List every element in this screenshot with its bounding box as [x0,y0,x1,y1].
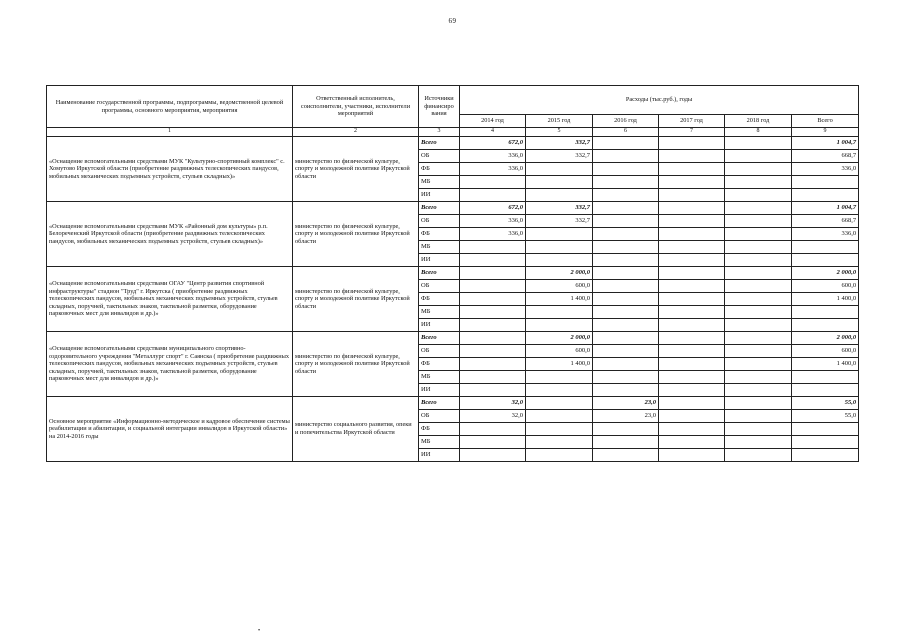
measure-name: «Оснащение вспомогательными средствами муниципального спортивно-оздоровительного учреждения "Металлург спорт" г. Саянска ( приобретение раздвижных телескопических пандусов, мобильных механических подъемных устройств, стульев складных, поручней, тактильных знаков, тактильной разметки, оборудование парковочных мест для инвалидов и др.)» [47,332,293,397]
column-number: 1 [47,128,293,137]
amount-cell [659,358,725,371]
header-name: Наименование государственной программы, подпрограммы, ведомственной целевой программы, основного мероприятия, мероприятия [47,86,293,128]
amount-cell [725,137,792,150]
funding-source: ИИ [419,319,460,332]
amount-cell [526,397,593,410]
amount-cell [460,254,526,267]
amount-cell: 23,0 [593,410,659,423]
amount-cell: 600,0 [526,345,593,358]
measure-name: «Оснащение вспомогательными средствами ОГАУ "Центр развития спортивной инфраструктуры" стадион "Труд" г. Иркутска ( приобретение раздвижных телескопических пандусов, мобильных механических подъемных устройств, стульев складных, поручней, тактильных знаков, тактильной разметки, оборудование парковочных мест для инвалидов и др.)» [47,267,293,332]
amount-cell [792,189,859,202]
amount-cell [725,267,792,280]
amount-cell [659,306,725,319]
amount-cell [593,332,659,345]
amount-cell [659,254,725,267]
amount-cell [460,306,526,319]
amount-cell [593,228,659,241]
amount-cell [460,371,526,384]
amount-cell: 55,0 [792,397,859,410]
amount-cell [659,280,725,293]
amount-cell [792,384,859,397]
table-row [47,332,859,345]
amount-cell: 336,0 [460,228,526,241]
amount-cell [725,358,792,371]
measure-name: «Оснащение вспомогательными средствами МУК "Культурно-спортивный комплекс" с. Хомутово Иркутской области (приобретение раздвижных телескопических пандусов, мобильных механических подъемных устройств, стульев складных)» [47,137,293,202]
amount-cell: 32,0 [460,397,526,410]
amount-cell [659,410,725,423]
measure-executor: министерство по физической культуре, спорту и молодежной политике Иркутской области [293,202,419,267]
amount-cell [526,189,593,202]
amount-cell [659,293,725,306]
amount-cell: 1 400,0 [792,358,859,371]
amount-cell [526,371,593,384]
amount-cell [526,163,593,176]
page-number: 69 [448,17,457,25]
measure-executor: министерство по физической культуре, спорту и молодежной политике Иркутской области [293,267,419,332]
amount-cell [460,449,526,462]
amount-cell [593,293,659,306]
amount-cell [725,306,792,319]
measure-executor: министерство по физической культуре, спорту и молодежной политике Иркутской области [293,332,419,397]
amount-cell [526,228,593,241]
amount-cell [725,228,792,241]
amount-cell [526,423,593,436]
amount-cell [659,319,725,332]
amount-cell [659,449,725,462]
funding-source: МБ [419,306,460,319]
amount-cell [659,189,725,202]
funding-source: ОБ [419,150,460,163]
amount-cell: 32,0 [460,410,526,423]
amount-cell [792,176,859,189]
column-number: 2 [293,128,419,137]
table-row [47,202,859,215]
amount-cell [725,241,792,254]
header-source: Источники финансиро вания [419,86,460,128]
amount-cell [593,449,659,462]
header-executor: Ответственный исполнитель, соисполнители, участники, исполнители мероприятий [293,86,419,128]
amount-cell [460,189,526,202]
header-expenses: Расходы (тыс.руб.), годы [460,86,859,115]
amount-cell [792,436,859,449]
funding-source: Всего [419,267,460,280]
header-year: 2018 год [725,115,792,128]
column-number: 8 [725,128,792,137]
amount-cell [725,410,792,423]
funding-source: ФБ [419,163,460,176]
amount-cell [792,423,859,436]
amount-cell [593,150,659,163]
column-number: 3 [419,128,460,137]
funding-source: ОБ [419,345,460,358]
amount-cell: 2 000,0 [792,267,859,280]
amount-cell [659,176,725,189]
amount-cell [460,332,526,345]
amount-cell [593,345,659,358]
amount-cell: 2 000,0 [526,267,593,280]
amount-cell: 600,0 [792,345,859,358]
funding-source: МБ [419,436,460,449]
amount-cell: 668,7 [792,150,859,163]
amount-cell [792,319,859,332]
table-row [47,397,859,410]
amount-cell [792,241,859,254]
amount-cell [526,410,593,423]
amount-cell: 332,7 [526,215,593,228]
amount-cell [593,176,659,189]
amount-cell [593,267,659,280]
amount-cell [725,449,792,462]
amount-cell [659,215,725,228]
amount-cell [460,358,526,371]
amount-cell [593,319,659,332]
amount-cell [725,150,792,163]
amount-cell [593,280,659,293]
amount-cell [792,306,859,319]
amount-cell [593,436,659,449]
amount-cell [725,384,792,397]
amount-cell: 600,0 [792,280,859,293]
amount-cell [593,215,659,228]
amount-cell [593,254,659,267]
column-number: 6 [593,128,659,137]
table-row [47,267,859,280]
amount-cell [460,319,526,332]
amount-cell [725,423,792,436]
measure-name: Основное мероприятие «Информационно-методическое и кадровое обеспечение системы реабилитации и абилитации, и социальной интеграции инвалидов в Иркутской области» на 2014-2016 годы [47,397,293,462]
amount-cell [659,423,725,436]
amount-cell: 2 000,0 [526,332,593,345]
measure-executor: министерство по физической культуре, спорту и молодежной политике Иркутской области [293,137,419,202]
amount-cell: 336,0 [792,163,859,176]
amount-cell [725,254,792,267]
amount-cell [526,306,593,319]
amount-cell [460,384,526,397]
funding-source: МБ [419,371,460,384]
funding-source: Всего [419,332,460,345]
amount-cell [725,280,792,293]
amount-cell [725,163,792,176]
amount-cell [659,267,725,280]
funding-source: Всего [419,202,460,215]
amount-cell [526,241,593,254]
amount-cell [593,384,659,397]
amount-cell [659,384,725,397]
amount-cell [593,423,659,436]
amount-cell: 336,0 [460,215,526,228]
amount-cell: 600,0 [526,280,593,293]
column-number: 4 [460,128,526,137]
header-year: 2014 год [460,115,526,128]
amount-cell [526,449,593,462]
amount-cell: 1 400,0 [526,293,593,306]
amount-cell [593,306,659,319]
header-year: 2015 год [526,115,593,128]
amount-cell [593,358,659,371]
amount-cell: 1 400,0 [526,358,593,371]
amount-cell [659,371,725,384]
funding-source: ФБ [419,228,460,241]
funding-source: ИИ [419,189,460,202]
amount-cell [526,384,593,397]
funding-source: Всего [419,397,460,410]
amount-cell [659,137,725,150]
amount-cell: 672,0 [460,137,526,150]
amount-cell [659,397,725,410]
funding-source: МБ [419,241,460,254]
amount-cell [460,293,526,306]
amount-cell [460,423,526,436]
funding-source: ОБ [419,410,460,423]
amount-cell: 336,0 [460,163,526,176]
funding-source: ФБ [419,358,460,371]
amount-cell: 332,7 [526,137,593,150]
amount-cell [725,319,792,332]
amount-cell [593,241,659,254]
funding-source: ОБ [419,280,460,293]
amount-cell [526,319,593,332]
amount-cell [659,345,725,358]
measure-executor: министерство социального развития, опеки и попечительства Иркутской области [293,397,419,462]
amount-cell [659,241,725,254]
amount-cell [792,449,859,462]
amount-cell [725,332,792,345]
funding-source: МБ [419,176,460,189]
amount-cell [460,436,526,449]
amount-cell [725,293,792,306]
amount-cell [526,176,593,189]
amount-cell [460,280,526,293]
amount-cell [792,254,859,267]
amount-cell [526,436,593,449]
amount-cell: 2 000,0 [792,332,859,345]
funding-source: ФБ [419,423,460,436]
amount-cell [792,371,859,384]
amount-cell [460,345,526,358]
amount-cell [659,228,725,241]
amount-cell [659,436,725,449]
header-year: 2016 год [593,115,659,128]
amount-cell [725,189,792,202]
measure-name: «Оснащение вспомогательными средствами МУК «Районный дом культуры» р.п. Белореченский Иркутской области (приобретение раздвижных телескопических пандусов, мобильных механических подъемных устройств, стульев складных)» [47,202,293,267]
table-row [47,137,859,150]
amount-cell [593,371,659,384]
column-number: 5 [526,128,593,137]
amount-cell [659,163,725,176]
amount-cell [460,267,526,280]
funding-source: ОБ [419,215,460,228]
amount-cell [460,241,526,254]
amount-cell [593,189,659,202]
amount-cell: 336,0 [792,228,859,241]
funding-source: ИИ [419,384,460,397]
funding-source: Всего [419,137,460,150]
funding-source: ФБ [419,293,460,306]
amount-cell [725,202,792,215]
amount-cell [725,176,792,189]
amount-cell [725,436,792,449]
amount-cell: 336,0 [460,150,526,163]
amount-cell: 1 004,7 [792,202,859,215]
amount-cell [593,202,659,215]
header-year: Всего [792,115,859,128]
amount-cell: 332,7 [526,202,593,215]
amount-cell [725,371,792,384]
amount-cell [725,345,792,358]
amount-cell [659,150,725,163]
amount-cell: 23,0 [593,397,659,410]
amount-cell: 1 004,7 [792,137,859,150]
amount-cell: 668,7 [792,215,859,228]
amount-cell: 55,0 [792,410,859,423]
amount-cell [725,397,792,410]
expenses-table [46,85,859,462]
amount-cell [593,163,659,176]
amount-cell [659,202,725,215]
amount-cell [725,215,792,228]
column-number: 9 [792,128,859,137]
amount-cell: 1 400,0 [792,293,859,306]
scan-mark: • [258,628,261,634]
amount-cell: 332,7 [526,150,593,163]
amount-cell [659,332,725,345]
amount-cell: 672,0 [460,202,526,215]
amount-cell [593,137,659,150]
column-number: 7 [659,128,725,137]
funding-source: ИИ [419,254,460,267]
amount-cell [526,254,593,267]
amount-cell [460,176,526,189]
funding-source: ИИ [419,449,460,462]
header-year: 2017 год [659,115,725,128]
